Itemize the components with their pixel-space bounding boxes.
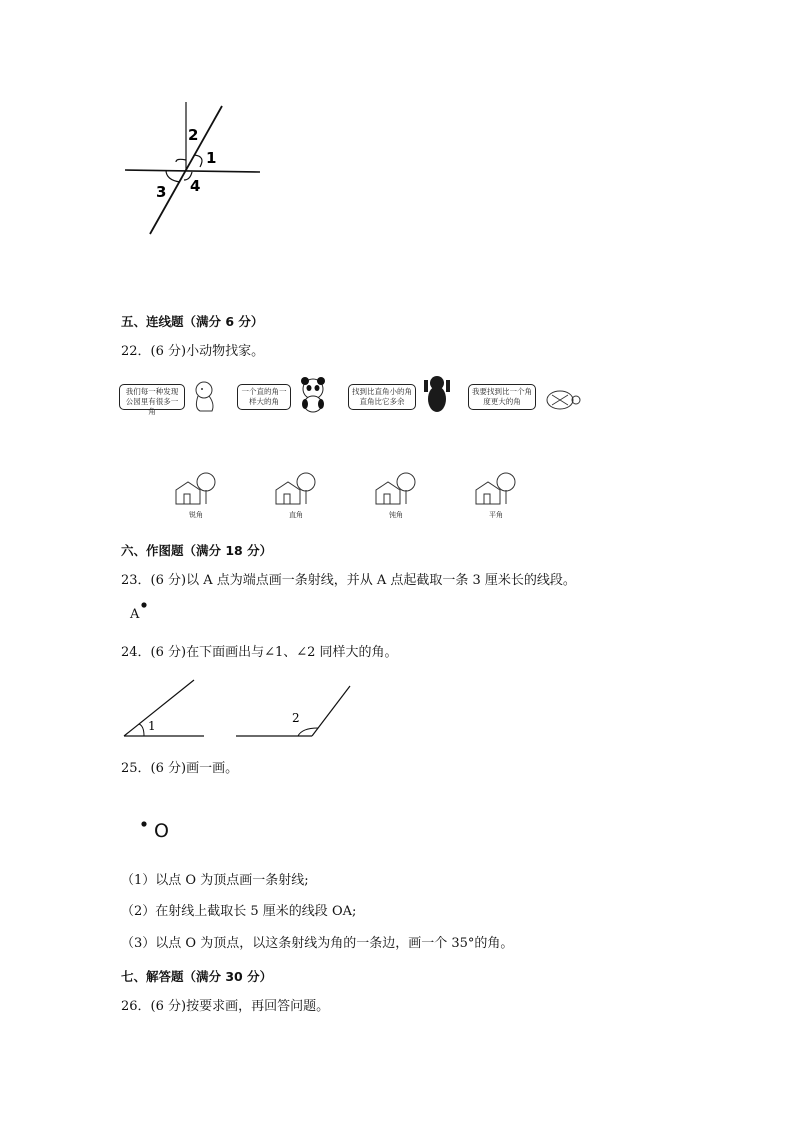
sub-question-2: （2）在射线上截取长 5 厘米的线段 OA; <box>121 904 357 919</box>
speech-bubble-3: 找到比直角小的角直角比它多余 <box>348 384 416 410</box>
angle-arc-1 <box>194 155 202 167</box>
bear-icon <box>422 374 452 416</box>
question-24: 24．(6 分)在下面画出与∠1、∠2 同样大的角。 <box>121 645 398 660</box>
point-o-label: O <box>154 820 169 842</box>
house-icon-3 <box>372 468 420 508</box>
sub-question-1: （1）以点 O 为顶点画一条射线; <box>121 873 309 888</box>
section6-heading: 六、作图题（满分 18 分） <box>121 543 273 558</box>
angle-1-label: 1 <box>148 719 156 733</box>
angle-arc-3 <box>166 170 180 182</box>
point-a-dot <box>140 601 148 609</box>
speech-bubble-1: 我们每一种发现公园里有很多一角 <box>119 384 185 410</box>
angle-arc-2 <box>176 159 186 162</box>
point-o-dot <box>140 820 148 828</box>
intersecting-lines-figure <box>120 100 265 240</box>
speech-bubble-2: 一个直的角一样大的角 <box>237 384 291 410</box>
section7-heading: 七、解答题（满分 30 分） <box>121 969 273 984</box>
dog-icon <box>188 378 220 414</box>
angle-2-figure <box>232 684 356 740</box>
house-label-3: 钝角 <box>389 511 403 519</box>
turtle-icon <box>540 386 582 414</box>
house-label-1: 锐角 <box>189 511 203 519</box>
angle-2-label: 2 <box>292 711 300 725</box>
angle-label-1: 1 <box>206 149 217 167</box>
angle-label-3: 3 <box>156 183 167 201</box>
section5-heading: 五、连线题（满分 6 分） <box>121 314 264 329</box>
question-23: 23．(6 分)以 A 点为端点画一条射线，并从 A 点起截取一条 3 厘米长的线段。 <box>121 573 576 588</box>
angle-1-figure <box>120 676 210 740</box>
question-26: 26．(6 分)按要求画，再回答问题。 <box>121 999 330 1014</box>
house-label-2: 直角 <box>289 511 303 519</box>
angle-label-2: 2 <box>188 126 199 144</box>
horizontal-line <box>125 170 260 172</box>
speech-bubble-4: 我要找到比一个角度更大的角 <box>468 384 536 410</box>
house-icon-2 <box>272 468 320 508</box>
angle-label-4: 4 <box>190 177 201 195</box>
panda-icon <box>296 376 330 414</box>
house-label-4: 平角 <box>489 511 503 519</box>
house-icon-4 <box>472 468 520 508</box>
sub-question-3: （3）以点 O 为顶点，以这条射线为角的一条边，画一个 35°的角。 <box>121 936 514 951</box>
question-25: 25．(6 分)画一画。 <box>121 761 239 776</box>
house-icon-1 <box>172 468 220 508</box>
question-22: 22．(6 分)小动物找家。 <box>121 344 265 359</box>
point-a-label: A <box>130 607 140 622</box>
